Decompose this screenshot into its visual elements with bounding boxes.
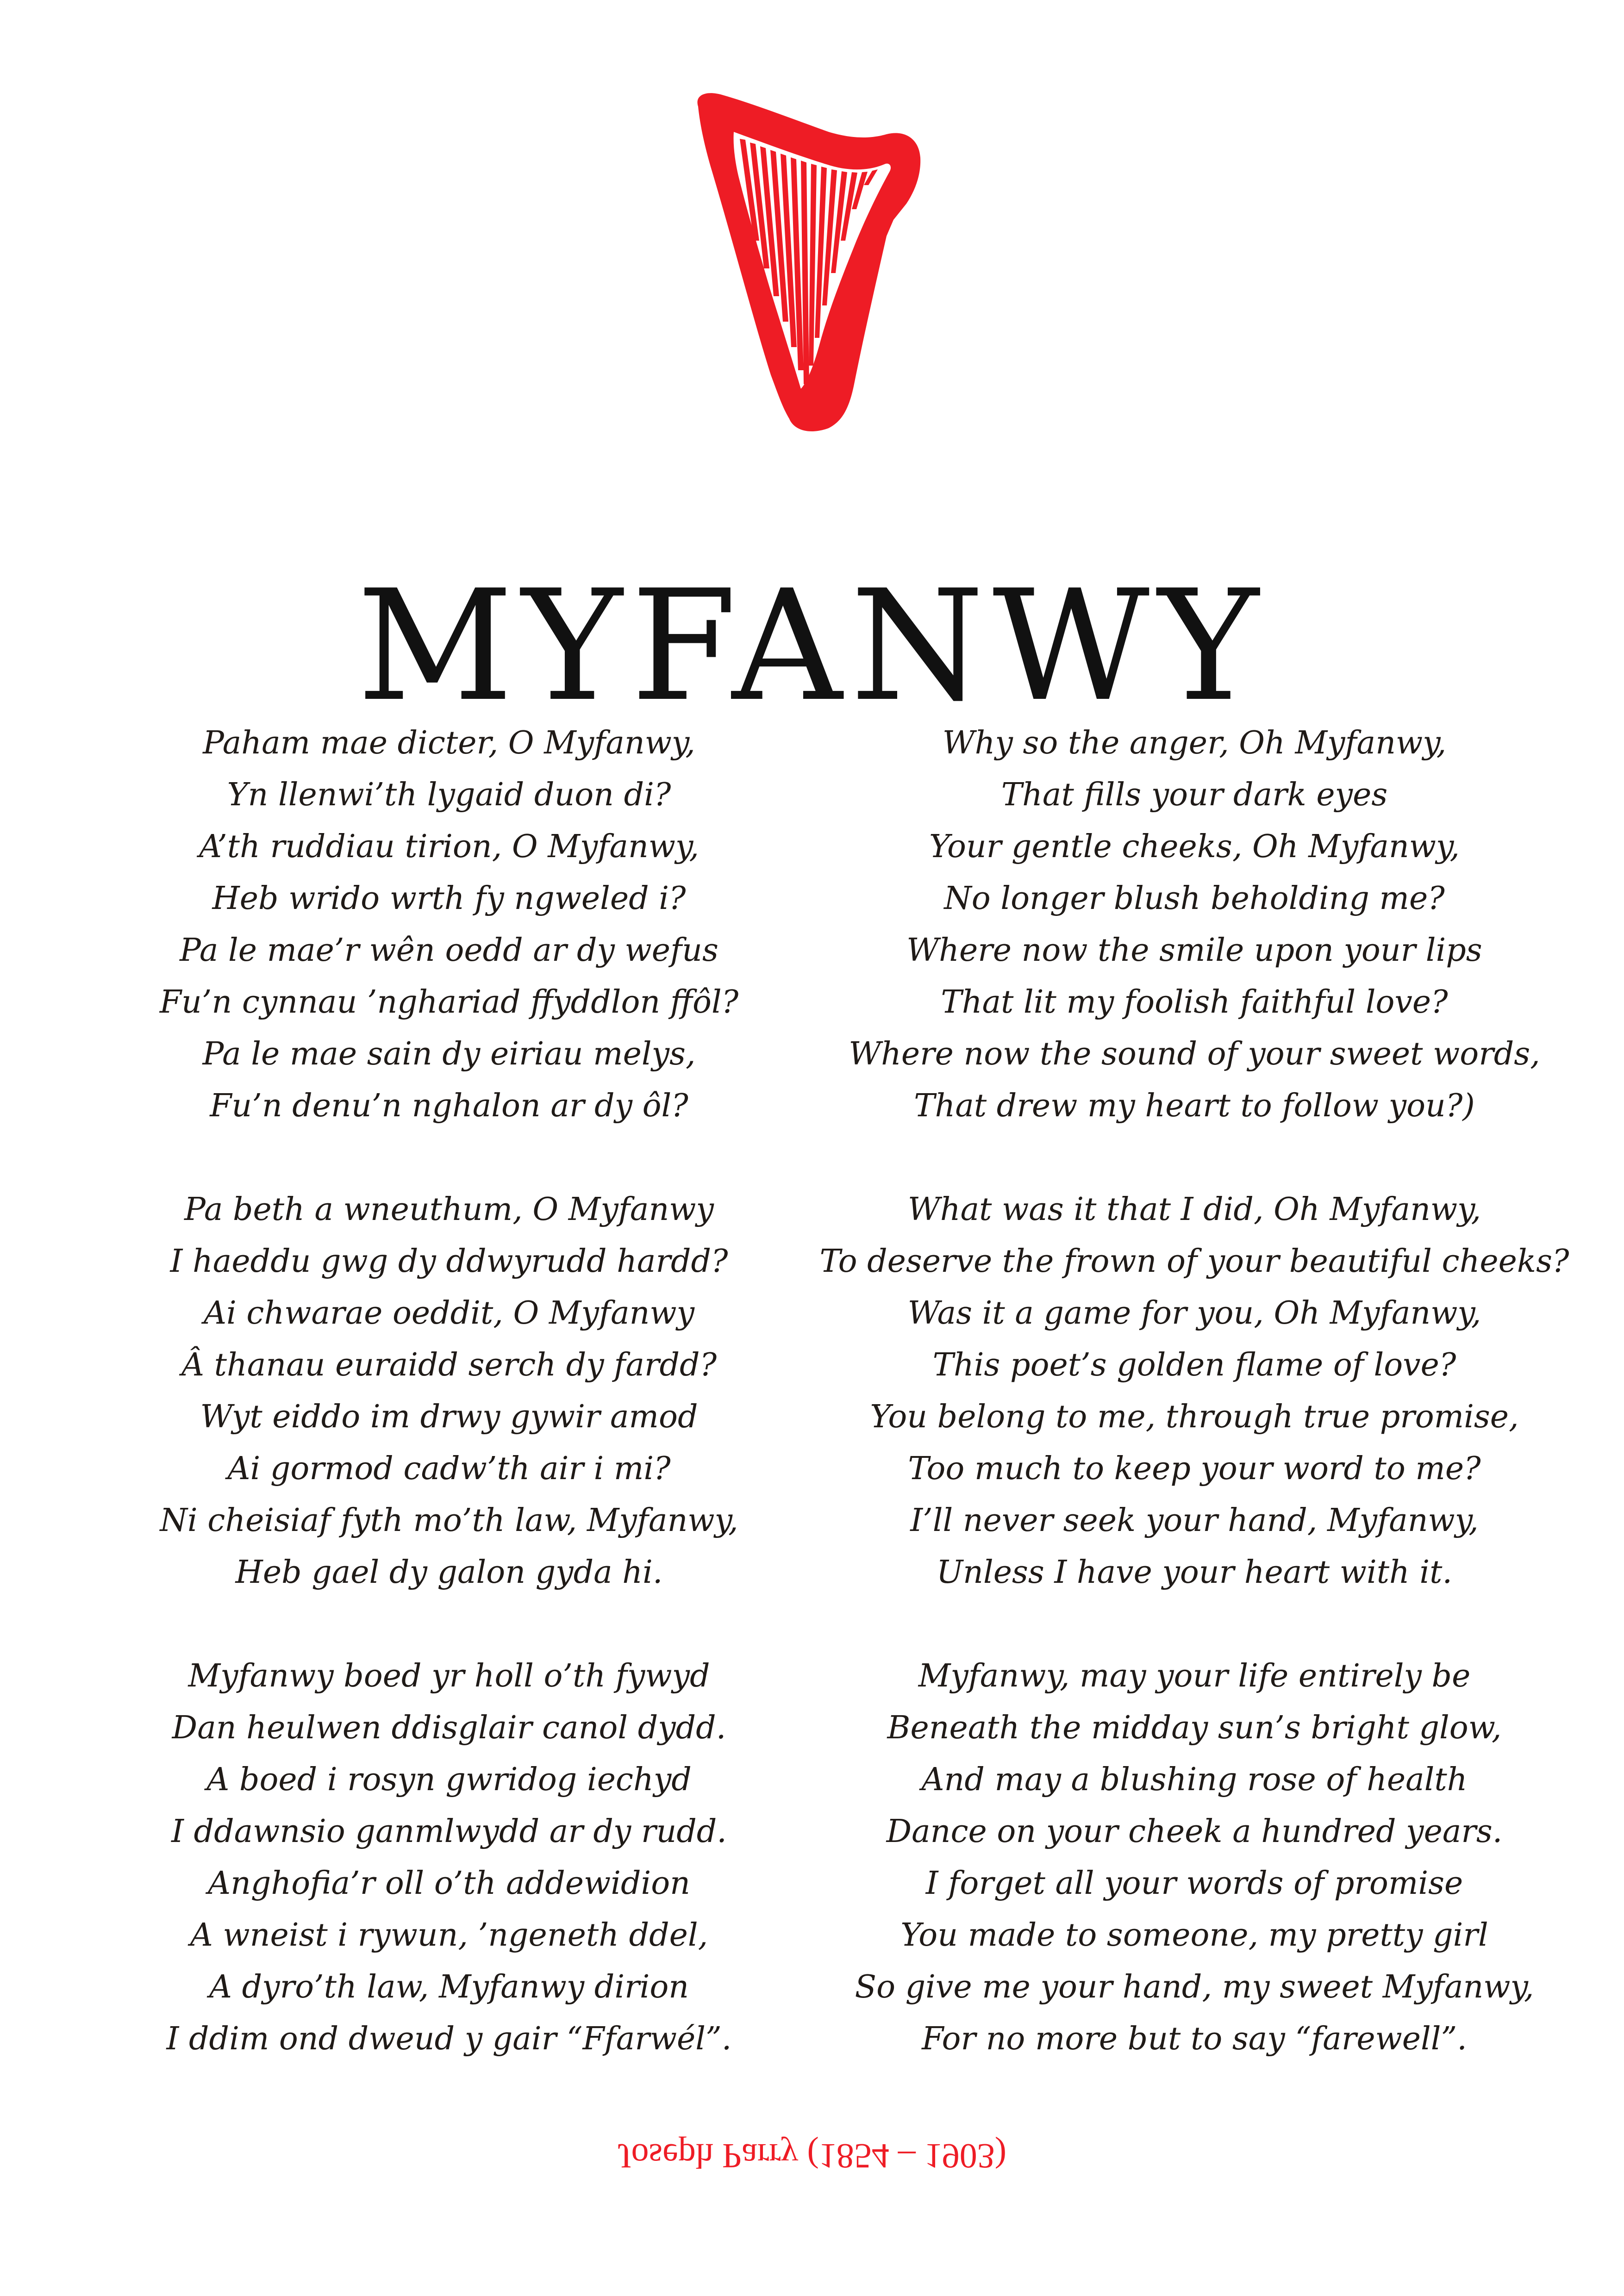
- welsh-stanza-2: [74, 1184, 824, 1599]
- lyric-line: Pa le mae sain dy eiriau melys,: [202, 1036, 696, 1072]
- lyric-line: That lit my foolish faithful love?: [941, 984, 1448, 1020]
- lyric-line: Why so the anger, Oh Myfanwy,: [942, 725, 1447, 761]
- lyric-line: Heb gael dy galon gyda hi.: [235, 1554, 663, 1591]
- composer-credit-text: Joseph Parry (1854 – 1903): [617, 2136, 1007, 2175]
- lyric-line: Anghofia’r oll o’th addewidion: [208, 1865, 690, 1902]
- lyric-line: For no more but to say “farewell”.: [922, 2021, 1467, 2057]
- welsh-stanza-3: [74, 1650, 824, 2065]
- lyric-line: Dan heulwen ddisglair canol dydd.: [172, 1710, 726, 1746]
- lyric-line: Where now the sound of your sweet words,: [849, 1036, 1540, 1072]
- lyric-line: I forget all your words of promise: [925, 1865, 1463, 1902]
- composer-credit: [0, 2138, 1624, 2173]
- lyric-line: Myfanwy, may your life entirely be: [918, 1658, 1471, 1694]
- lyric-line: Dance on your cheek a hundred years.: [886, 1813, 1503, 1850]
- lyric-line: Fu’n cynnau ’nghariad ffyddlon ffôl?: [159, 984, 739, 1020]
- welsh-lyrics-column: [74, 717, 824, 2065]
- page-title: MYFANWY: [356, 557, 1268, 735]
- lyric-line: You belong to me, through true promise,: [870, 1399, 1519, 1435]
- lyric-line: Beneath the midday sun’s bright glow,: [887, 1710, 1502, 1746]
- lyric-line: Â thanau euraidd serch dy fardd?: [181, 1347, 717, 1383]
- lyric-line: You made to someone, my pretty girl: [900, 1917, 1488, 1954]
- lyric-line: This poet’s golden flame of love?: [932, 1347, 1456, 1383]
- lyric-line: That drew my heart to follow you?): [914, 1088, 1475, 1124]
- lyric-line: Your gentle cheeks, Oh Myfanwy,: [929, 828, 1460, 865]
- lyric-line: Too much to keep your word to me?: [908, 1450, 1481, 1487]
- english-stanza-2: [819, 1184, 1569, 1599]
- lyric-line: Fu’n denu’n nghalon ar dy ôl?: [210, 1088, 688, 1124]
- lyric-line: So give me your hand, my sweet Myfanwy,: [855, 1969, 1534, 2005]
- lyric-line: I ddim ond dweud y gair “Ffarwél”.: [166, 2021, 732, 2057]
- english-stanza-3: [819, 1650, 1569, 2065]
- lyric-line: What was it that I did, Oh Myfanwy,: [907, 1191, 1481, 1228]
- lyric-line: Where now the smile upon your lips: [906, 932, 1482, 969]
- english-lyrics-column: [819, 717, 1569, 2065]
- lyric-line: Myfanwy boed yr holl o’th fywyd: [188, 1658, 710, 1694]
- lyric-line: I haeddu gwg dy ddwyrudd hardd?: [170, 1243, 728, 1280]
- lyric-line: That fills your dark eyes: [1001, 777, 1388, 813]
- lyric-line: Ai gormod cadw’th air i mi?: [227, 1450, 671, 1487]
- lyric-line: And may a blushing rose of health: [921, 1761, 1468, 1798]
- lyric-line: Was it a game for you, Oh Myfanwy,: [907, 1295, 1481, 1332]
- lyric-line: To deserve the frown of your beautiful cheeks?: [819, 1243, 1569, 1280]
- lyric-line: Heb wrido wrth fy ngweled i?: [212, 880, 686, 917]
- lyric-line: I’ll never seek your hand, Myfanwy,: [910, 1502, 1479, 1539]
- lyric-line: Paham mae dicter, O Myfanwy,: [203, 725, 695, 761]
- welsh-stanza-1: [74, 717, 824, 1132]
- lyric-line: Yn llenwi’th lygaid duon di?: [227, 777, 671, 813]
- harp-icon: [690, 88, 926, 440]
- lyric-line: A wneist i rywun, ’ngeneth ddel,: [190, 1917, 708, 1954]
- lyric-line: A dyro’th law, Myfanwy dirion: [209, 1969, 689, 2005]
- lyric-line: Ni cheisiaf fyth mo’th law, Myfanwy,: [160, 1502, 738, 1539]
- lyric-line: Wyt eiddo im drwy gywir amod: [200, 1399, 698, 1435]
- lyric-line: Pa le mae’r wên oedd ar dy wefus: [180, 932, 718, 969]
- lyric-line: I ddawnsio ganmlwydd ar dy rudd.: [171, 1813, 727, 1850]
- lyric-line: Unless I have your heart with it.: [936, 1554, 1453, 1591]
- lyric-line: No longer blush beholding me?: [944, 880, 1445, 917]
- lyric-line: Ai chwarae oeddit, O Myfanwy: [203, 1295, 695, 1332]
- english-stanza-1: [819, 717, 1569, 1132]
- lyric-line: Pa beth a wneuthum, O Myfanwy: [184, 1191, 714, 1228]
- lyric-line: A boed i rosyn gwridog iechyd: [206, 1761, 692, 1798]
- lyric-line: A’th ruddiau tirion, O Myfanwy,: [199, 828, 699, 865]
